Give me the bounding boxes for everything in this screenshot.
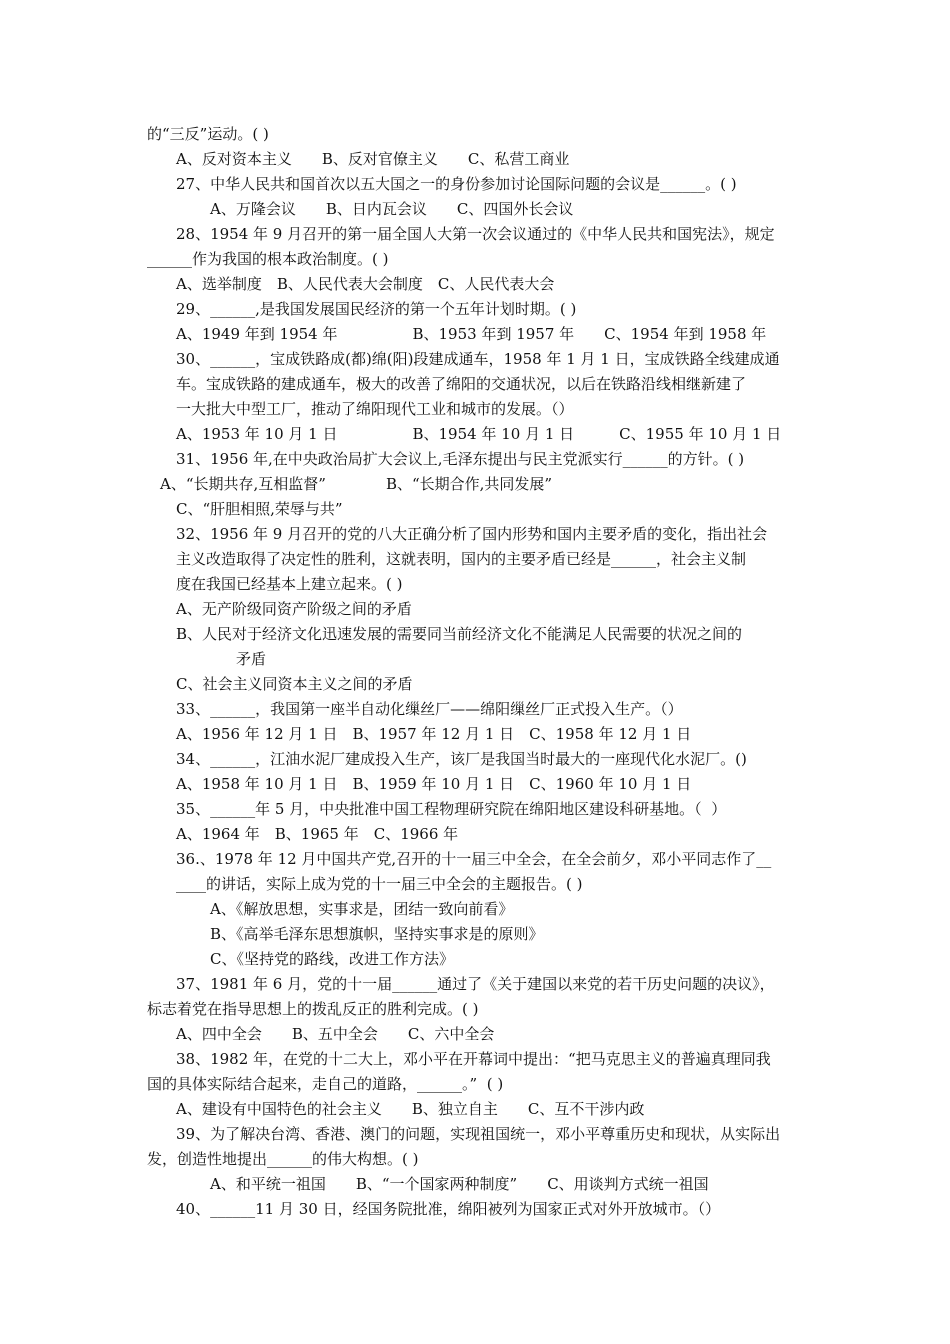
question-40: 40、______11 月 30 日，经国务院批准，绵阳被列为国家正式对外开放城市。（） <box>176 1200 721 1218</box>
option-line: A、和平统一祖国 B、“一个国家两种制度” C、用谈判方式统一祖国 <box>210 1175 709 1193</box>
option-line: A、1958 年 10 月 1 日 B、1959 年 10 月 1 日 C、1960 年 10 月 1 日 <box>176 775 692 793</box>
text-line: 一大批大中型工厂，推动了绵阳现代工业和城市的发展。（） <box>176 400 574 418</box>
text-line: 度在我国已经基本上建立起来。( ) <box>176 575 403 593</box>
text-line: 矛盾 <box>236 650 267 668</box>
text-line: ____的讲话，实际上成为党的十一届三中全会的主题报告。( ) <box>176 875 583 893</box>
question-29: 29、______,是我国发展国民经济的第一个五年计划时期。( ) <box>176 300 577 318</box>
option-line: A、1964 年 B、1965 年 C、1966 年 <box>176 825 459 843</box>
text-line: 发，创造性地提出______的伟大构想。( ) <box>147 1150 419 1168</box>
question-30: 30、______，宝成铁路成(都)绵(阳)段建成通车，1958 年 1 月 1 日，宝成铁路全线建成通 <box>176 350 780 368</box>
option-line: A、1949 年到 1954 年 B、1953 年到 1957 年 C、1954 年到 1958 年 <box>176 325 767 343</box>
option-line: B、《高举毛泽东思想旗帜，坚持实事求是的原则》 <box>210 925 544 943</box>
option-line: C、《坚持党的路线，改进工作方法》 <box>210 950 454 968</box>
question-35: 35、______年 5 月，中央批准中国工程物理研究院在绵阳地区建设科研基地。（ ） <box>176 800 727 818</box>
option-line: A、建设有中国特色的社会主义 B、独立自主 C、互不干涉内政 <box>176 1100 645 1118</box>
option-line: A、反对资本主义 B、反对官僚主义 C、私营工商业 <box>176 150 570 168</box>
document-page <box>0 122 950 1222</box>
option-line: C、“肝胆相照,荣辱与共” <box>176 500 343 518</box>
option-line: B、人民对于经济文化迅速发展的需要同当前经济文化不能满足人民需要的状况之间的 <box>176 625 743 643</box>
question-27: 27、中华人民共和国首次以五大国之一的身份参加讨论国际问题的会议是______。( ) <box>176 175 737 193</box>
option-line: A、“长期共存,互相监督” B、“长期合作,共同发展” <box>160 475 553 493</box>
option-line: A、1956 年 12 月 1 日 B、1957 年 12 月 1 日 C、1958 年 12 月 1 日 <box>176 725 692 743</box>
text-line: 的“三反”运动。( ) <box>147 125 269 143</box>
option-line: A、无产阶级同资产阶级之间的矛盾 <box>176 600 412 618</box>
option-line: C、社会主义同资本主义之间的矛盾 <box>176 675 413 693</box>
question-37: 37、1981 年 6 月，党的十一届______通过了《关于建国以来党的若干历史问题的决议》， <box>176 975 775 993</box>
option-line: A、四中全会 B、五中全会 C、六中全会 <box>176 1025 495 1043</box>
option-line: A、选举制度 B、人民代表大会制度 C、人民代表大会 <box>176 275 555 293</box>
option-line: A、《解放思想，实事求是，团结一致向前看》 <box>210 900 514 918</box>
question-32: 32、1956 年 9 月召开的党的八大正确分析了国内形势和国内主要矛盾的变化，指出社会 <box>176 525 768 543</box>
question-33: 33、______，我国第一座半自动化缫丝厂——绵阳缫丝厂正式投入生产。（） <box>176 700 683 718</box>
question-34: 34、______，江油水泥厂建成投入生产，该厂是我国当时最大的一座现代化水泥厂。() <box>176 750 747 768</box>
text-line: 车。宝成铁路的建成通车，极大的改善了绵阳的交通状况，以后在铁路沿线相继新建了 <box>176 375 747 393</box>
text-line: 国的具体实际结合起来，走自己的道路，______。” ( ) <box>147 1075 504 1093</box>
question-36: 36.、1978 年 12 月中国共产党,召开的十一届三中全会，在全会前夕，邓小平同志作了__ <box>176 850 772 868</box>
option-line: A、万隆会议 B、日内瓦会议 C、四国外长会议 <box>210 200 574 218</box>
question-28: 28、1954 年 9 月召开的第一届全国人大第一次会议通过的《中华人民共和国宪法》，规定 <box>176 225 775 243</box>
text-line: 标志着党在指导思想上的拨乱反正的胜利完成。( ) <box>147 1000 479 1018</box>
question-38: 38、1982 年，在党的十二大上，邓小平在开幕词中提出：“把马克思主义的普遍真理同我 <box>176 1050 771 1068</box>
text-line: 主义改造取得了决定性的胜利，这就表明，国内的主要矛盾已经是______，社会主义制 <box>176 550 747 568</box>
question-31: 31、1956 年,在中央政治局扩大会议上,毛泽东提出与民主党派实行______的方针。( ) <box>176 450 745 468</box>
question-39: 39、为了解决台湾、香港、澳门的问题，实现祖国统一，邓小平尊重历史和现状，从实际出 <box>176 1125 781 1143</box>
text-line: ______作为我国的根本政治制度。( ) <box>147 250 389 268</box>
option-line: A、1953 年 10 月 1 日 B、1954 年 10 月 1 日 C、1955 年 10 月 1 日 <box>176 425 782 443</box>
